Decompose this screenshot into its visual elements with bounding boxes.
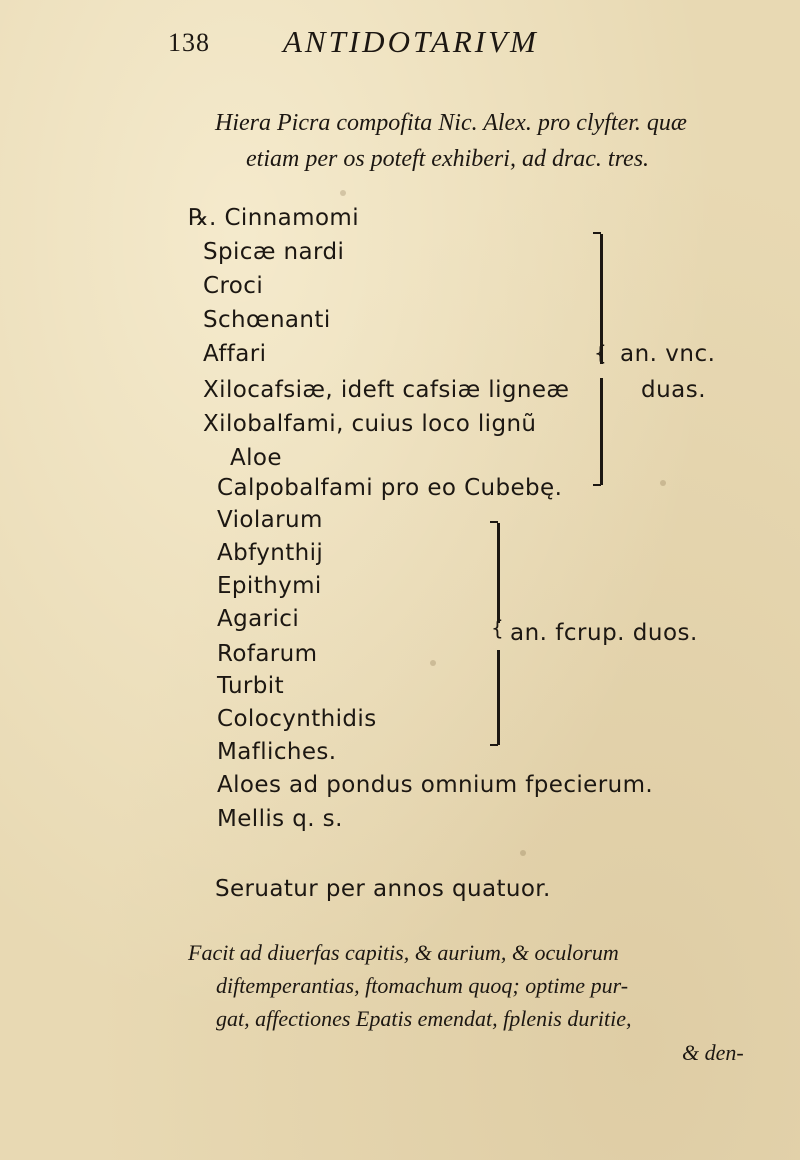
ingredient-line: Epithymi [217,573,322,599]
ingredient-line: Spicæ nardi [203,239,345,265]
bracket-point: { [491,616,505,640]
closing-text-line: gat, affectiones Epatis emendat, fplenis duritie, [216,1006,632,1031]
bracket-line [497,523,500,623]
bracket-point: { [594,341,608,365]
bracket-bottom-cap [593,484,601,486]
paper-speck [660,480,666,486]
ingredient-line: ℞. Cinnamomi [188,205,360,231]
paper-speck [430,660,436,666]
closing-text-line: diftemperantias, ftomachum quoq; optime pur- [216,973,629,998]
ingredient-line: Affari [203,341,267,367]
running-head: ANTIDOTARIVM [283,24,539,59]
ingredient-line: Colocynthidis [217,706,377,732]
ingredient-line: Agarici [217,606,300,632]
recipe-title-line-2: etiam per os poteft exhiberi, ad drac. tres. [246,146,650,172]
bracket-line [497,650,500,745]
catchword: & den- [682,1040,744,1065]
ingredient-line: Aloe [230,445,282,471]
bracket-bottom-cap [490,744,498,746]
recipe-title-line-1: Hiera Picra compofita Nic. Alex. pro clyfter. quæ [215,110,687,136]
closing-text-line: Facit ad diuerfas capitis, & aurium, & oculorum [188,940,619,965]
ingredient-line: Aloes ad pondus omnium fpecierum. [217,772,654,798]
ingredient-line: Turbit [217,673,284,699]
ingredient-line: Croci [203,273,264,299]
ingredient-line: Mafliches. [217,739,337,765]
ingredient-line: Rofarum [217,641,318,667]
quantity-label: an. fcrup. duos. [510,620,698,646]
preservation-note: Seruatur per annos quatuor. [215,876,551,902]
ingredient-line: Calpobalfami pro eo Cubebę. [217,475,563,501]
ingredient-line: Violarum [217,507,323,533]
paper-speck [520,850,526,856]
bracket-line [600,378,603,485]
quantity-label: duas. [641,377,707,403]
ingredient-line: Schœnanti [203,307,331,333]
ingredient-line: Xilobalfami, cuius loco lignũ [203,411,537,437]
ingredient-line: Xilocafsiæ, ideft cafsiæ ligneæ [203,377,570,403]
ingredient-line: Abfynthij [217,540,324,566]
page-number: 138 [168,28,210,57]
quantity-label: an. vnc. [620,341,716,367]
ingredient-line: Mellis q. s. [217,806,343,832]
paper-speck [340,190,346,196]
